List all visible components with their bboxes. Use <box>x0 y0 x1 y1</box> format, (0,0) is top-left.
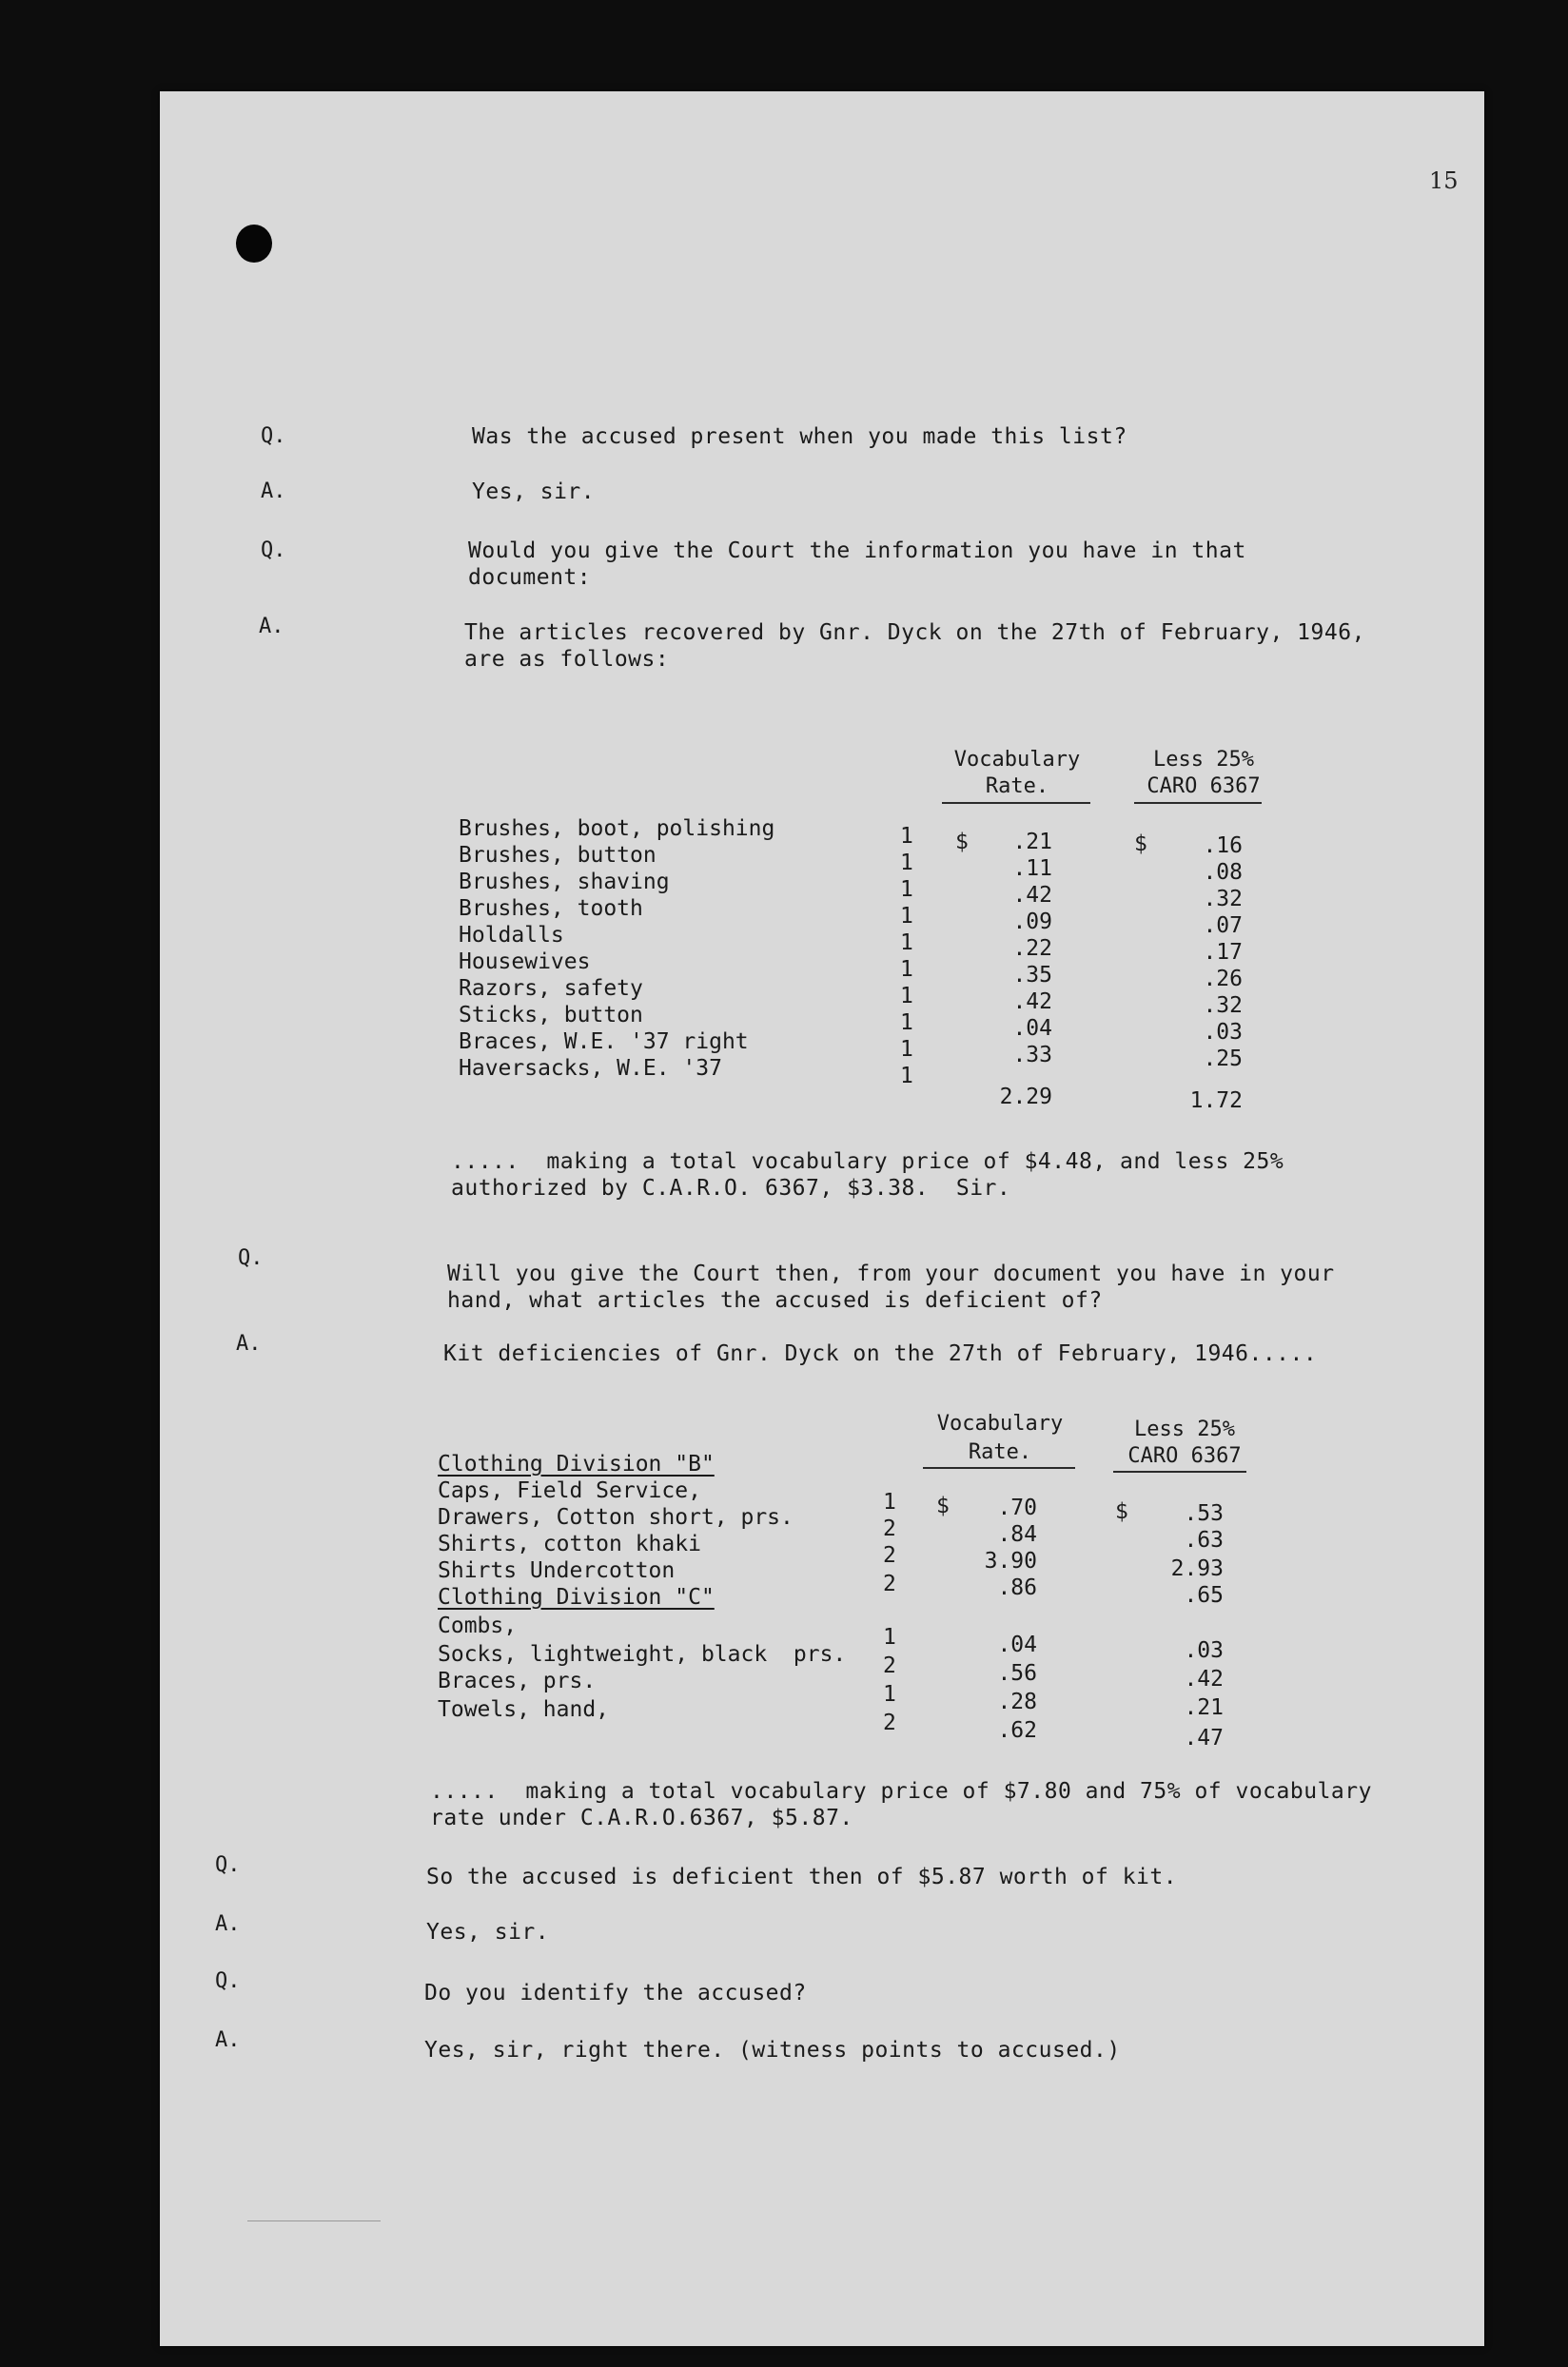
item-less: .26 <box>1203 967 1243 991</box>
item-qty: 1 <box>900 824 913 849</box>
table2-header-rule <box>1113 1471 1246 1473</box>
table2-less-header: Less 25% <box>1134 1418 1235 1441</box>
table2-header-rule <box>923 1467 1075 1469</box>
item-less: .32 <box>1203 993 1243 1018</box>
dialogue-line: Kit deficiencies of Gnr. Dyck on the 27th of February, 1946..... <box>443 1341 1318 1366</box>
dialogue-label: A. <box>215 1912 241 1936</box>
dialogue-label: A. <box>259 615 284 638</box>
item-name: Shirts, cotton khaki <box>438 1532 701 1556</box>
punch-hole <box>236 225 272 263</box>
item-rate: .42 <box>1012 989 1052 1014</box>
summary-line: authorized by C.A.R.O. 6367, $3.38. Sir. <box>451 1176 1011 1201</box>
item-qty: 1 <box>900 930 913 955</box>
item-less: .42 <box>1184 1667 1224 1692</box>
item-name: Combs, <box>438 1614 518 1638</box>
item-qty: 1 <box>883 1682 896 1707</box>
item-rate: .35 <box>1012 963 1052 988</box>
dialogue-line: hand, what articles the accused is deficient of? <box>447 1288 1103 1313</box>
item-rate: .04 <box>1012 1016 1052 1041</box>
item-name: Socks, lightweight, black prs. <box>438 1642 847 1667</box>
item-less: 2.93 <box>1170 1556 1224 1581</box>
item-rate: .22 <box>1012 936 1052 961</box>
margin-mark <box>247 2220 381 2221</box>
item-name: Haversacks, W.E. '37 <box>459 1056 722 1081</box>
dollar-sign: $ <box>1134 831 1147 856</box>
item-qty: 2 <box>883 1572 896 1596</box>
item-rate: 3.90 <box>984 1549 1037 1574</box>
item-name: Holdalls <box>459 923 564 948</box>
table1-header-rule <box>942 802 1090 804</box>
item-rate: .28 <box>997 1690 1037 1714</box>
item-rate: .86 <box>997 1575 1037 1600</box>
item-qty: 1 <box>900 1010 913 1035</box>
summary-line: rate under C.A.R.O.6367, $5.87. <box>430 1806 853 1830</box>
item-less: .32 <box>1203 887 1243 911</box>
item-less: .25 <box>1203 1047 1243 1071</box>
item-name: Brushes, tooth <box>459 896 643 921</box>
dollar-sign: $ <box>955 830 969 854</box>
item-qty: 1 <box>900 851 913 875</box>
dialogue-line: Would you give the Court the information you have in that <box>468 538 1246 563</box>
item-qty: 1 <box>900 1037 913 1062</box>
dollar-sign: $ <box>1115 1499 1128 1524</box>
item-less: .16 <box>1203 833 1243 858</box>
item-rate: 2.29 <box>999 1085 1052 1109</box>
item-rate: .62 <box>997 1718 1037 1743</box>
dialogue-line: Yes, sir. <box>426 1920 550 1945</box>
item-rate: .33 <box>1012 1043 1052 1067</box>
item-less: .63 <box>1184 1528 1224 1553</box>
dialogue-line: Will you give the Court then, from your document you have in your <box>447 1262 1335 1286</box>
item-name: Caps, Field Service, <box>438 1478 701 1503</box>
dialogue-label: Q. <box>215 1969 241 1993</box>
dialogue-label: Q. <box>261 538 286 562</box>
item-name: Towels, hand, <box>438 1697 610 1722</box>
item-rate: .11 <box>1012 856 1052 881</box>
table1-less-header: CARO 6367 <box>1147 774 1261 798</box>
item-qty: 1 <box>883 1625 896 1650</box>
clothing-division-c-heading: Clothing Division "C" <box>438 1585 715 1610</box>
table1-header-rule <box>1134 802 1262 804</box>
table2-rate-header: Rate. <box>968 1440 1032 1464</box>
dollar-sign: $ <box>936 1494 950 1518</box>
clothing-division-b-heading: Clothing Division "B" <box>438 1452 715 1477</box>
dialogue-line: The articles recovered by Gnr. Dyck on the 27th of February, 1946, <box>464 620 1365 645</box>
item-less: .03 <box>1184 1638 1224 1663</box>
summary-line: ..... making a total vocabulary price of $7.80 and 75% of vocabulary <box>430 1779 1372 1804</box>
item-rate: .04 <box>997 1633 1037 1657</box>
dialogue-label: Q. <box>215 1853 241 1877</box>
item-rate: .70 <box>997 1496 1037 1520</box>
item-qty: 2 <box>883 1711 896 1735</box>
item-less: .65 <box>1184 1583 1224 1608</box>
item-rate: .21 <box>1012 830 1052 854</box>
table1-rate-header: Vocabulary <box>953 748 1081 772</box>
item-qty: 1 <box>883 1490 896 1515</box>
dialogue-line: document: <box>468 565 592 590</box>
item-qty: 1 <box>900 904 913 929</box>
item-name: Braces, W.E. '37 right <box>459 1029 749 1054</box>
item-qty: 1 <box>900 984 913 1008</box>
item-rate: .84 <box>997 1522 1037 1547</box>
item-less: .08 <box>1203 860 1243 885</box>
table2-rate-header: Vocabulary <box>936 1412 1064 1436</box>
item-less: 1.72 <box>1189 1088 1243 1113</box>
dialogue-label: A. <box>215 2028 241 2052</box>
item-name: Sticks, button <box>459 1003 643 1027</box>
item-qty: 2 <box>883 1543 896 1568</box>
item-less: .47 <box>1184 1726 1224 1751</box>
dialogue-label: A. <box>261 479 286 503</box>
item-name: Drawers, Cotton short, prs. <box>438 1505 794 1530</box>
dialogue-label: Q. <box>238 1246 264 1270</box>
item-qty: 2 <box>883 1653 896 1678</box>
dialogue-line: are as follows: <box>464 647 670 672</box>
table2-less-header: CARO 6367 <box>1127 1444 1242 1468</box>
item-name: Brushes, button <box>459 843 657 868</box>
item-name: Shirts Undercotton <box>438 1558 676 1583</box>
dialogue-line: Yes, sir. <box>472 479 596 504</box>
dialogue-line: Do you identify the accused? <box>424 1981 807 2005</box>
item-less: .07 <box>1203 913 1243 938</box>
item-name: Housewives <box>459 949 591 974</box>
item-less: .53 <box>1184 1501 1224 1526</box>
item-qty: 1 <box>900 1064 913 1088</box>
item-name: Razors, safety <box>459 976 643 1001</box>
item-less: .17 <box>1203 940 1243 965</box>
item-name: Braces, prs. <box>438 1669 597 1693</box>
page-number: 15 <box>1429 167 1459 194</box>
item-rate: .09 <box>1012 910 1052 934</box>
dialogue-line: Yes, sir, right there. (witness points to accused.) <box>424 2038 1121 2063</box>
item-rate: .56 <box>997 1661 1037 1686</box>
item-qty: 1 <box>900 877 913 902</box>
item-name: Brushes, boot, polishing <box>459 816 775 841</box>
dialogue-line: Was the accused present when you made this list? <box>472 424 1127 449</box>
dialogue-label: Q. <box>261 424 286 448</box>
table1-rate-header: Rate. <box>985 774 1049 798</box>
item-less: .03 <box>1203 1020 1243 1045</box>
dialogue-line: So the accused is deficient then of $5.87 worth of kit. <box>426 1865 1178 1889</box>
item-less: .21 <box>1184 1695 1224 1720</box>
summary-line: ..... making a total vocabulary price of $4.48, and less 25% <box>451 1149 1284 1174</box>
dialogue-label: A. <box>236 1332 262 1356</box>
item-qty: 1 <box>900 957 913 982</box>
table1-less-header: Less 25% <box>1153 748 1254 772</box>
item-name: Brushes, shaving <box>459 870 670 894</box>
item-qty: 2 <box>883 1516 896 1541</box>
item-rate: .42 <box>1012 883 1052 908</box>
